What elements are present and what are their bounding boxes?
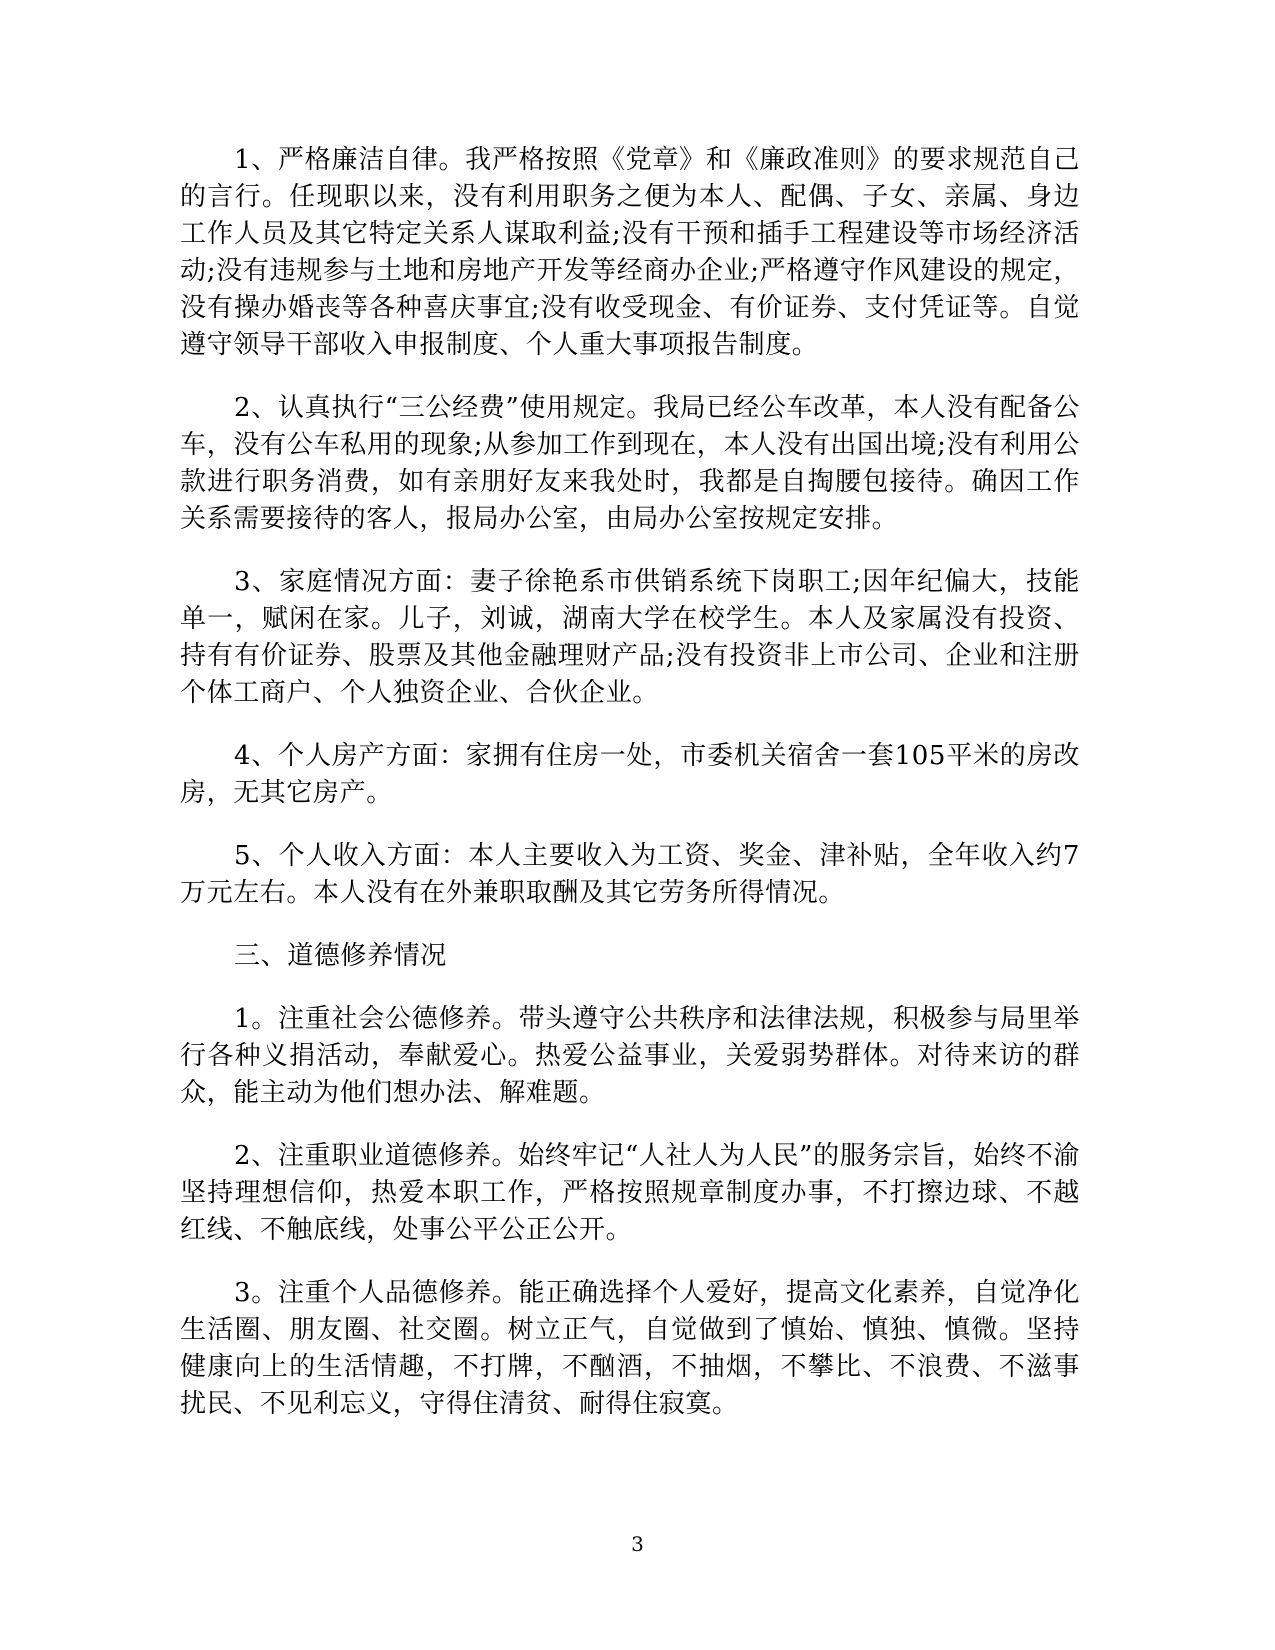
section-heading-moral-cultivation: 三、道德修养情况: [234, 941, 447, 971]
paragraph-personal-income: 5、个人收入方面：本人主要收入为工资、奖金、津补贴，全年收入约7万元左右。本人没有在外兼职取酬及其它劳务所得情况。: [180, 841, 1080, 908]
paragraph-personal-character: 3。注重个人品德修养。能正确选择个人爱好，提高文化素养，自觉净化生活圈、朋友圈、社交圈。树立正气，自觉做到了慎始、慎独、慎微。坚持健康向上的生活情趣，不打牌，不酗酒，不抽烟，不攀比、不浪费、不滋事扰民、不见利忘义，守得住清贫、耐得住寂寞。: [180, 1278, 1080, 1419]
paragraph-professional-ethics: 2、注重职业道德修养。始终牢记“人社人为人民”的服务宗旨，始终不渝坚持理想信仰，热爱本职工作，严格按照规章制度办事，不打擦边球、不越红线、不触底线，处事公平公正公开。: [180, 1141, 1080, 1245]
paragraph-integrity: 1、严格廉洁自律。我严格按照《党章》和《廉政准则》的要求规范自己的言行。任现职以来，没有利用职务之便为本人、配偶、子女、亲属、身边工作人员及其它特定关系人谋取利益;没有干预和插手工程建设等市场经济活动;没有违规参与土地和房地产开发等经商办企业;严格遵守作风建设的规定，没有操办婚丧等各种喜庆事宜;没有收受现金、有价证券、支付凭证等。自觉遵守领导干部收入申报制度、个人重大事项报告制度。: [180, 145, 1080, 360]
document-body: [180, 142, 1080, 1449]
paragraph-family-situation: 3、家庭情况方面：妻子徐艳系市供销系统下岗职工;因年纪偏大，技能单一，赋闲在家。儿子，刘诚，湖南大学在校学生。本人及家属没有投资、持有有价证券、股票及其他金融理财产品;没有投资非上市公司、企业和注册个体工商户、个人独资企业、合伙企业。: [180, 567, 1080, 708]
paragraph-social-morality: 1。注重社会公德修养。带头遵守公共秩序和法律法规，积极参与局里举行各种义捐活动，奉献爱心。热爱公益事业，关爱弱势群体。对待来访的群众，能主动为他们想办法、解难题。: [180, 1004, 1080, 1108]
page-number: 3: [631, 1532, 644, 1556]
paragraph-personal-property: 4、个人房产方面：家拥有住房一处，市委机关宿舍一套105平米的房改房，无其它房产。: [180, 741, 1080, 808]
paragraph-three-public-expenses: 2、认真执行“三公经费”使用规定。我局已经公车改革，本人没有配备公车，没有公车私用的现象;从参加工作到现在，本人没有出国出境;没有利用公款进行职务消费，如有亲朋好友来我处时，我都是自掏腰包接待。确因工作关系需要接待的客人，报局办公室，由局办公室按规定安排。: [180, 393, 1080, 534]
